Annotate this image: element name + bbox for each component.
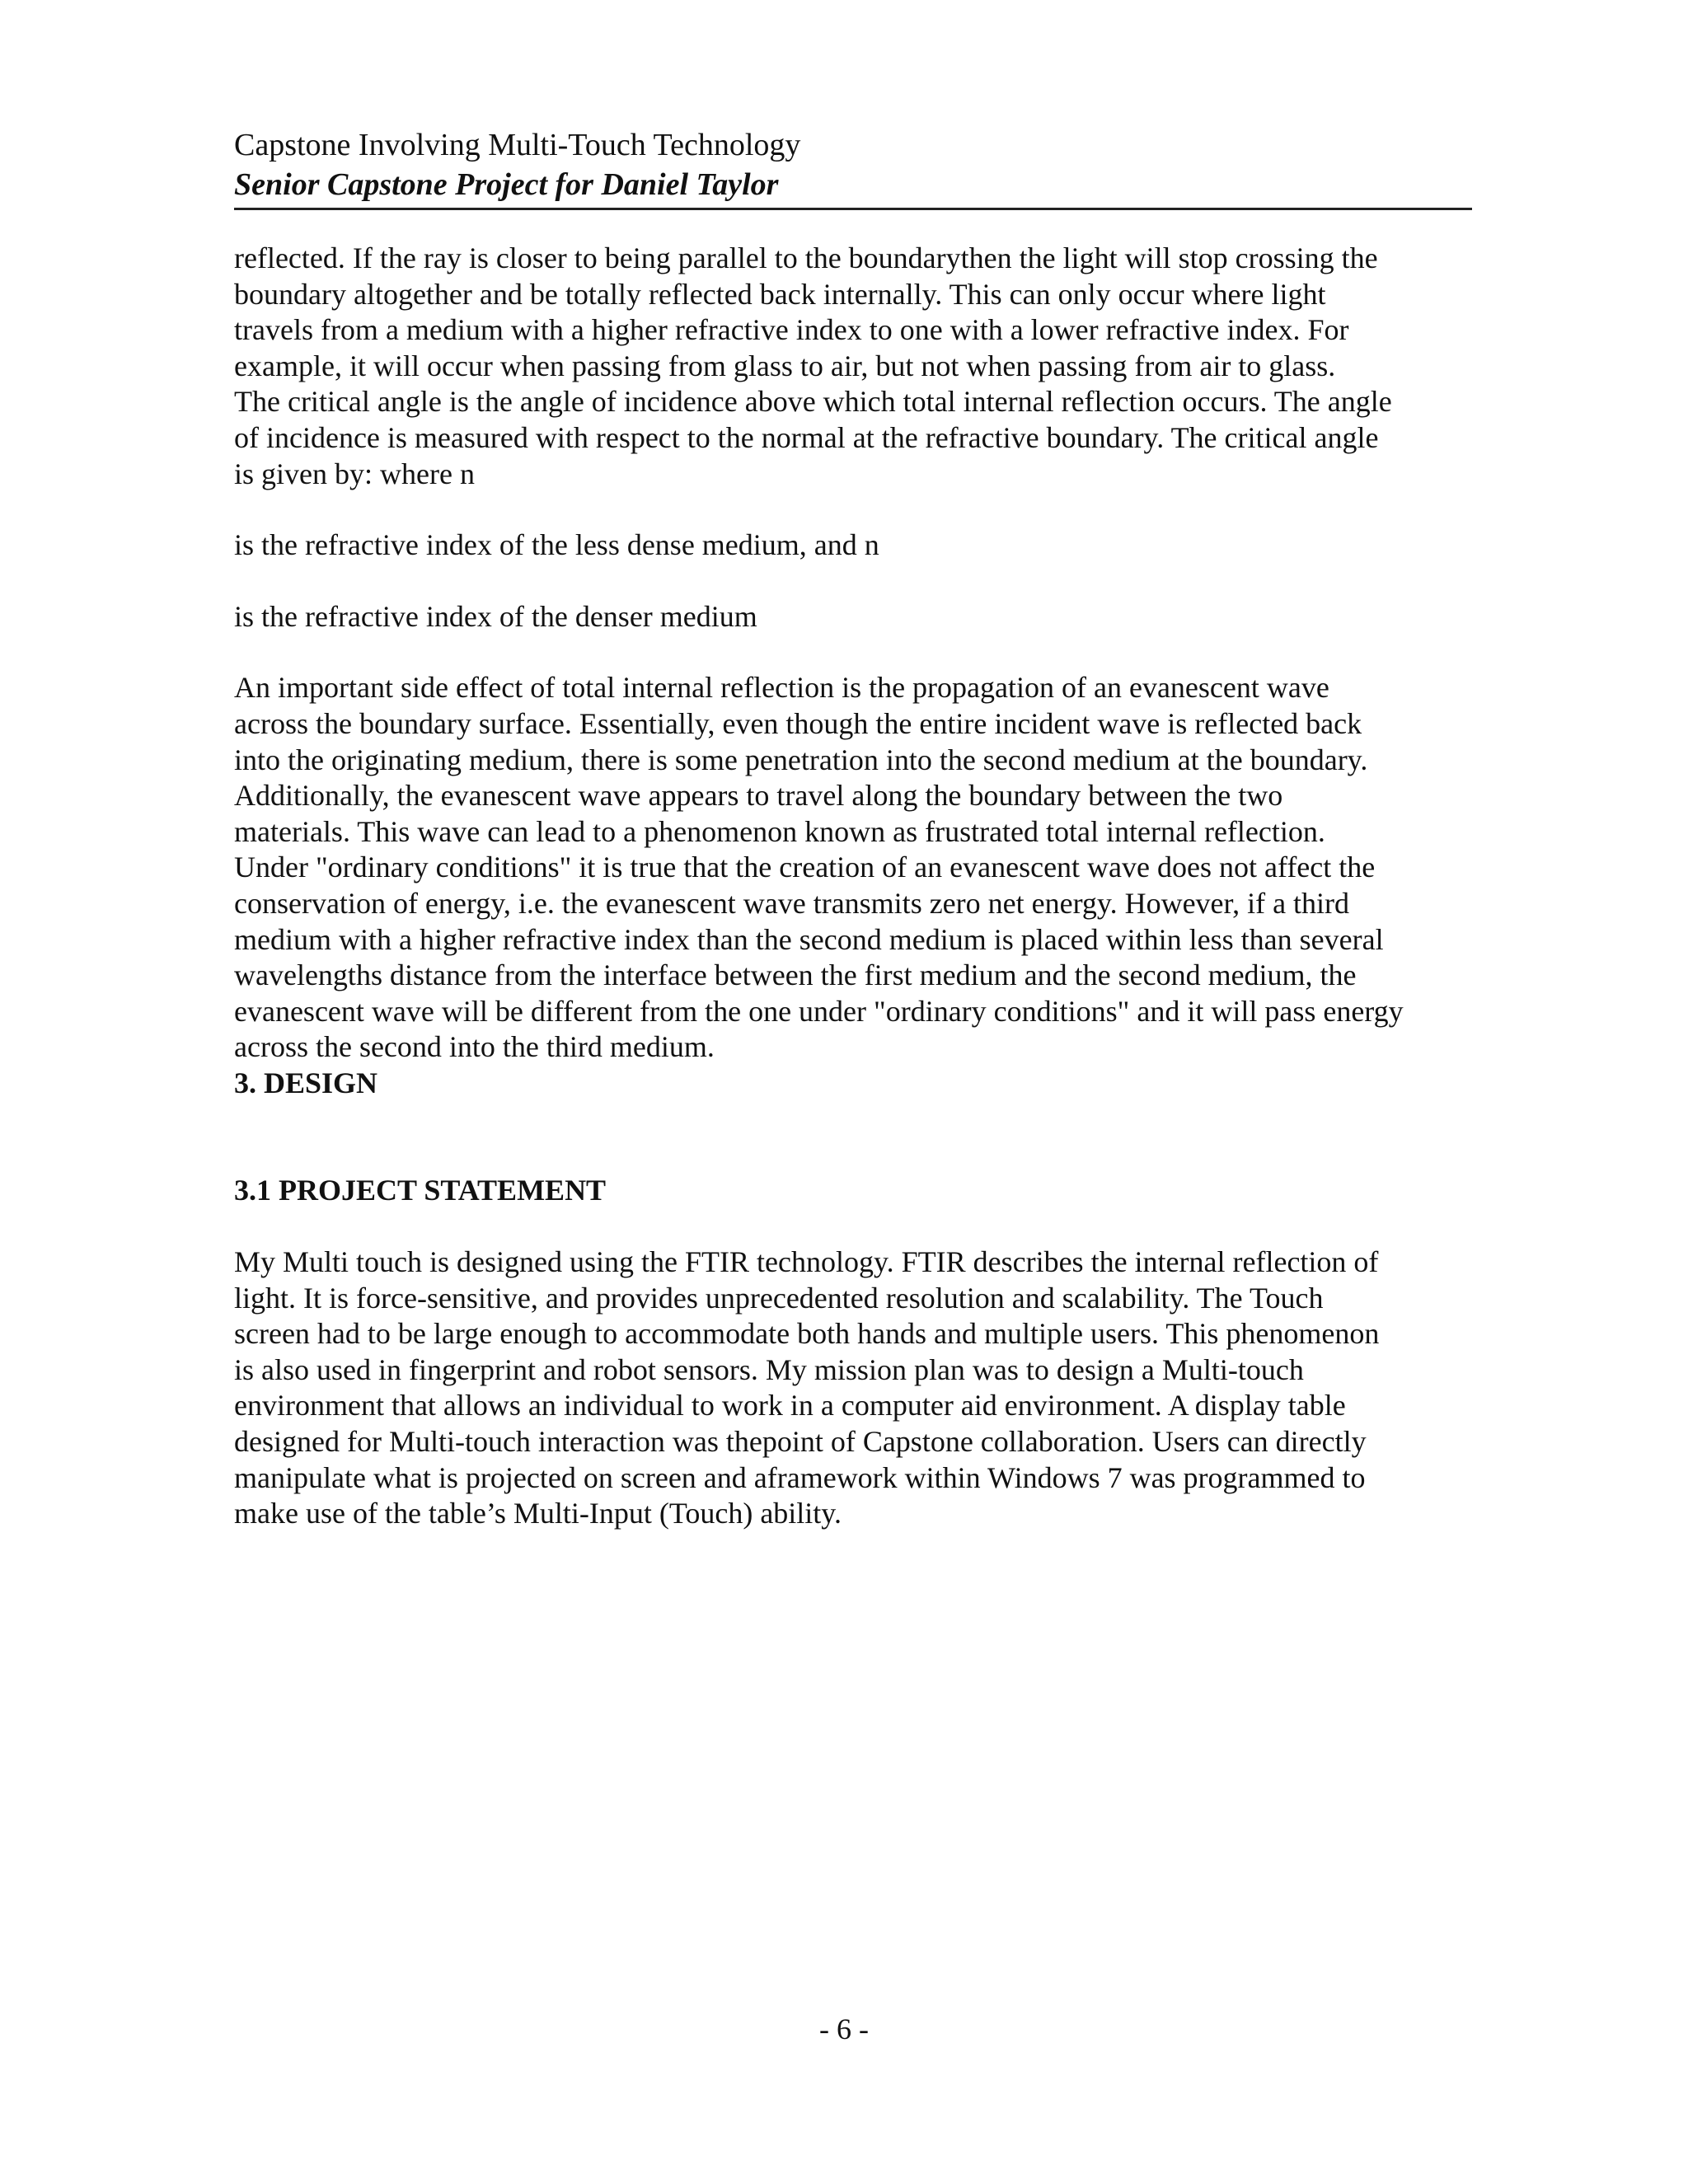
text-line: medium with a higher refractive index than the second medium is placed within less than several — [234, 922, 1384, 956]
page-number: - 6 - — [819, 2013, 869, 2046]
page-header — [234, 125, 1472, 210]
text-line: is the refractive index of the denser medium — [234, 599, 757, 633]
text-line: across the boundary surface. Essentially, even though the entire incident wave is reflected back — [234, 706, 1362, 740]
text-line: evanescent wave will be different from the one under "ordinary conditions" and it will pass energy — [234, 994, 1404, 1028]
text-line: make use of the table’s Multi-Input (Touch) ability. — [234, 1497, 842, 1530]
text-line: into the originating medium, there is some penetration into the second medium at the boundary. — [234, 743, 1368, 776]
section-heading-design: 3. DESIGN — [234, 1066, 378, 1099]
text-line: is the refractive index of the less dense medium, and n — [234, 528, 879, 562]
text-line: example, it will occur when passing from glass to air, but not when passing from air to glass. — [234, 349, 1336, 382]
text-line: The critical angle is the angle of incidence above which total internal reflection occurs. The angle — [234, 385, 1392, 419]
text-line: of incidence is measured with respect to the normal at the refractive boundary. The critical angle — [234, 420, 1379, 454]
text-line: reflected. If the ray is closer to being parallel to the boundarythen the light will stop crossing the — [234, 241, 1378, 274]
text-line: manipulate what is projected on screen and aframework within Windows 7 was programmed to — [234, 1460, 1366, 1494]
paragraph-evanescent-wave — [234, 670, 1470, 1066]
text-line: Under "ordinary conditions" it is true that the creation of an evanescent wave does not affect the — [234, 851, 1376, 884]
text-line: An important side effect of total internal reflection is the propagation of an evanescent wave — [234, 671, 1329, 705]
header-title: Capstone Involving Multi-Touch Technology — [234, 128, 801, 162]
text-line: travels from a medium with a higher refractive index to one with a lower refractive index. For — [234, 313, 1349, 347]
text-line: My Multi touch is designed using the FTIR technology. FTIR describes the internal reflection of — [234, 1245, 1379, 1279]
body-text — [234, 241, 1470, 1532]
paragraph-less-dense-medium — [234, 527, 1470, 564]
paragraph-project-statement — [234, 1244, 1470, 1532]
paragraph-denser-medium — [234, 599, 1470, 635]
text-line: materials. This wave can lead to a phenomenon known as frustrated total internal reflection. — [234, 814, 1325, 848]
text-line: Additionally, the evanescent wave appears to travel along the boundary between the two — [234, 779, 1283, 813]
text-line: boundary altogether and be totally reflected back internally. This can only occur where light — [234, 277, 1326, 311]
paragraph-total-internal-reflection — [234, 241, 1470, 492]
text-line: environment that allows an individual to work in a computer aid environment. A display table — [234, 1389, 1346, 1422]
text-line: designed for Multi-touch interaction was thepoint of Capstone collaboration. Users can directly — [234, 1425, 1367, 1459]
header-subtitle: Senior Capstone Project for Daniel Taylor — [234, 167, 779, 202]
text-line: is also used in fingerprint and robot sensors. My mission plan was to design a Multi-touch — [234, 1352, 1304, 1386]
text-line: wavelengths distance from the interface between the first medium and the second medium, the — [234, 958, 1357, 992]
section-heading-project-statement: 3.1 PROJECT STATEMENT — [234, 1174, 607, 1207]
text-line: conservation of energy, i.e. the evanescent wave transmits zero net energy. However, if a third — [234, 886, 1350, 920]
text-line: is given by: where n — [234, 457, 475, 490]
text-line: light. It is force-sensitive, and provides unprecedented resolution and scalability. The Touch — [234, 1281, 1324, 1315]
text-line: screen had to be large enough to accommodate both hands and multiple users. This phenomenon — [234, 1317, 1380, 1351]
text-line: across the second into the third medium. — [234, 1030, 715, 1064]
